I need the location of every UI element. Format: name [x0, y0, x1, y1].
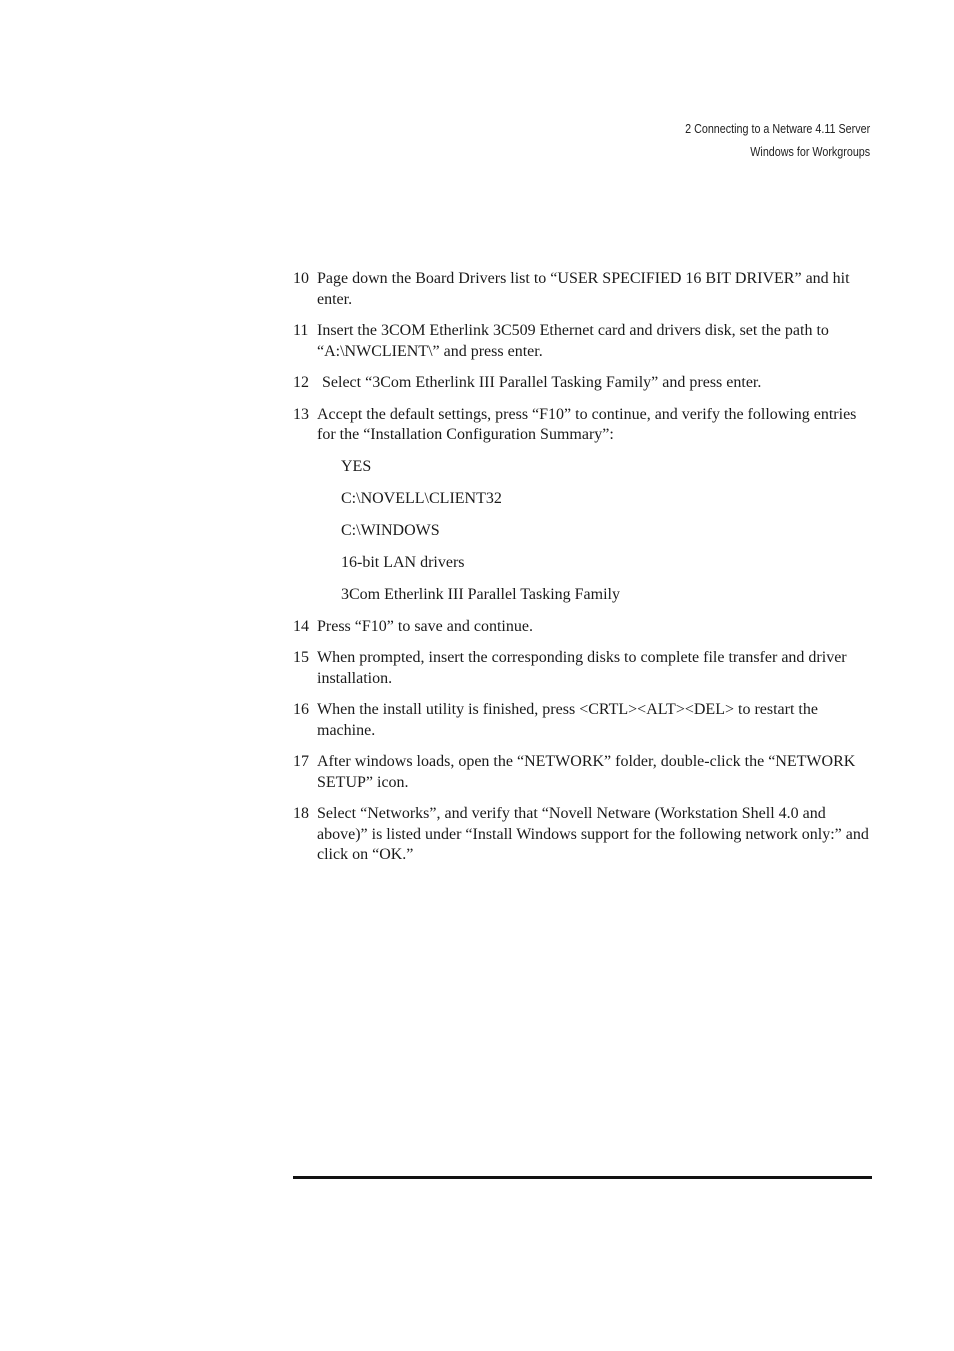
summary-entry: C:\WINDOWS — [341, 521, 440, 539]
step-text: Select “Networks”, and verify that “Novell Netware (Workstation Shell 4.0 and above)” is listed under “Install Windows support for the following network only:” and click on “OK.” — [317, 805, 869, 863]
step-number: 10 — [293, 270, 309, 287]
step-number: 18 — [293, 805, 309, 822]
step-text: Insert the 3COM Etherlink 3C509 Ethernet card and drivers disk, set the path to “A:\NWCLIENT\” and press enter. — [317, 322, 829, 360]
step-text: Press “F10” to save and continue. — [317, 617, 533, 635]
chapter-title: 2 Connecting to a Netware 4.11 Server — [684, 122, 870, 136]
step-text: When the install utility is finished, press <CRTL><ALT><DEL> to restart the machine. — [317, 701, 818, 739]
step-13 — [293, 405, 873, 446]
installation-summary-list — [341, 457, 873, 606]
running-header — [685, 118, 870, 164]
step-16 — [293, 700, 873, 741]
step-number: 11 — [293, 322, 309, 339]
summary-entry: C:\NOVELL\CLIENT32 — [341, 489, 502, 507]
summary-entry: YES — [341, 457, 372, 475]
step-number: 15 — [293, 649, 309, 666]
section-title: Windows for Workgroups — [750, 145, 870, 159]
step-15 — [293, 648, 873, 689]
step-number: 12 — [293, 374, 309, 391]
step-text: Select “3Com Etherlink III Parallel Tasking Family” and press enter. — [322, 374, 762, 391]
step-number: 17 — [293, 753, 309, 770]
step-10 — [293, 269, 873, 310]
step-number: 16 — [293, 701, 309, 718]
step-text: When prompted, insert the corresponding disks to complete file transfer and driver installation. — [317, 649, 847, 687]
step-17 — [293, 752, 873, 793]
step-14 — [293, 617, 873, 638]
step-number: 13 — [293, 405, 309, 423]
step-11 — [293, 321, 873, 362]
step-text: Accept the default settings, press “F10” to continue, and verify the following entries for the “Installation Configuration Summary”: — [317, 405, 857, 443]
step-12 — [293, 373, 873, 394]
footer-rule — [293, 1176, 872, 1179]
summary-entry: 16-bit LAN drivers — [341, 553, 465, 571]
step-number: 14 — [293, 617, 309, 635]
step-text: Page down the Board Drivers list to “USER SPECIFIED 16 BIT DRIVER” and hit enter. — [317, 270, 850, 308]
instruction-steps — [293, 269, 873, 877]
summary-entry: 3Com Etherlink III Parallel Tasking Family — [341, 585, 620, 603]
step-18 — [293, 804, 873, 866]
step-text: After windows loads, open the “NETWORK” folder, double-click the “NETWORK SETUP” icon. — [317, 753, 856, 791]
